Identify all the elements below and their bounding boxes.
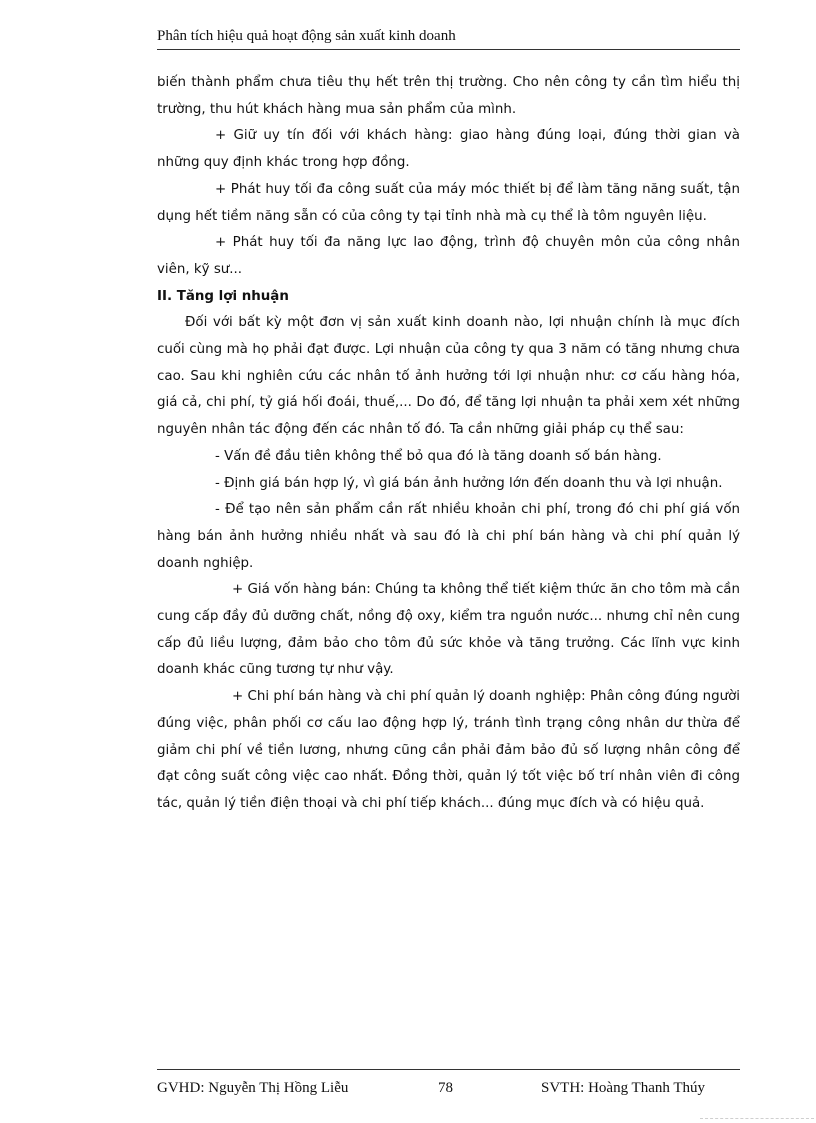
document-body [157, 70, 740, 818]
page-header-title: Phân tích hiệu quả hoạt động sản xuất kinh doanh [157, 28, 456, 44]
paragraph-1: biến thành phẩm chưa tiêu thụ hết trên thị trường. Cho nên công ty cần tìm hiểu thị trường, thu hút khách hàng mua sản phẩm của mình. [157, 75, 740, 117]
page-edge-mark [700, 1118, 814, 1119]
header-divider [157, 49, 740, 50]
paragraph-2: + Giữ uy tín đối với khách hàng: giao hàng đúng loại, đúng thời gian và những quy định khác trong hợp đồng. [157, 128, 740, 171]
paragraph-6: - Vấn đề đầu tiên không thể bỏ qua đó là tăng doanh số bán hàng. [215, 448, 662, 464]
paragraph-9: + Giá vốn hàng bán: Chúng ta không thể tiết kiệm thức ăn cho tôm mà cần cung cấp đầy đủ dưỡng chất, nồng độ oxy, kiểm tra nguồn nước... nhưng chỉ nên cung cấp đủ liều lượng, đảm bảo cho tôm đủ sức khỏe và tăng trưởng. Các lĩnh vực kinh doanh khác cũng tương tự như vậy. [157, 582, 740, 678]
section-heading: II. Tăng lợi nhuận [157, 288, 289, 304]
footer-divider [157, 1069, 740, 1070]
page-number: 78 [438, 1080, 453, 1096]
paragraph-7: - Định giá bán hợp lý, vì giá bán ảnh hưởng lớn đến doanh thu và lợi nhuận. [215, 475, 723, 491]
paragraph-10: + Chi phí bán hàng và chi phí quản lý doanh nghiệp: Phân công đúng người đúng việc, phân phối cơ cấu lao động hợp lý, tránh tình trạng công nhân dư thừa để giảm chi phí về tiền lương, nhưng cũng cần phải đảm bảo đủ số lượng nhân công để đạt công suất công việc cao nhất. Đồng thời, quản lý tốt việc bố trí nhân viên đi công tác, quản lý tiền điện thoại và chi phí tiếp khách... đúng mục đích và có hiệu quả. [157, 689, 740, 811]
paragraph-3: + Phát huy tối đa công suất của máy móc thiết bị để làm tăng năng suất, tận dụng hết tiềm năng sẵn có của công ty tại tỉnh nhà mà cụ thể là tôm nguyên liệu. [157, 181, 740, 224]
paragraph-5: Đối với bất kỳ một đơn vị sản xuất kinh doanh nào, lợi nhuận chính là mục đích cuối cùng mà họ phải đạt được. Lợi nhuận của công ty qua 3 năm có tăng nhưng chưa cao. Sau khi nghiên cứu các nhân tố ảnh hưởng tới lợi nhuận như: cơ cấu hàng hóa, giá cả, chi phí, tỷ giá hối đoái, thuế,... Do đó, để tăng lợi nhuận ta phải xem xét những nguyên nhân tác động đến các nhân tố đó. Ta cần những giải pháp cụ thể sau: [157, 315, 740, 438]
footer-student: SVTH: Hoàng Thanh Thúy [541, 1080, 706, 1096]
paragraph-8: - Để tạo nên sản phẩm cần rất nhiều khoản chi phí, trong đó chi phí giá vốn hàng bán ảnh hưởng nhiều nhất và sau đó là chi phí bán hàng và chi phí quản lý doanh nghiệp. [157, 502, 740, 571]
paragraph-4: + Phát huy tối đa năng lực lao động, trình độ chuyên môn của công nhân viên, kỹ sư... [157, 235, 740, 277]
footer-advisor: GVHD: Nguyễn Thị Hồng Liễu [157, 1080, 349, 1096]
